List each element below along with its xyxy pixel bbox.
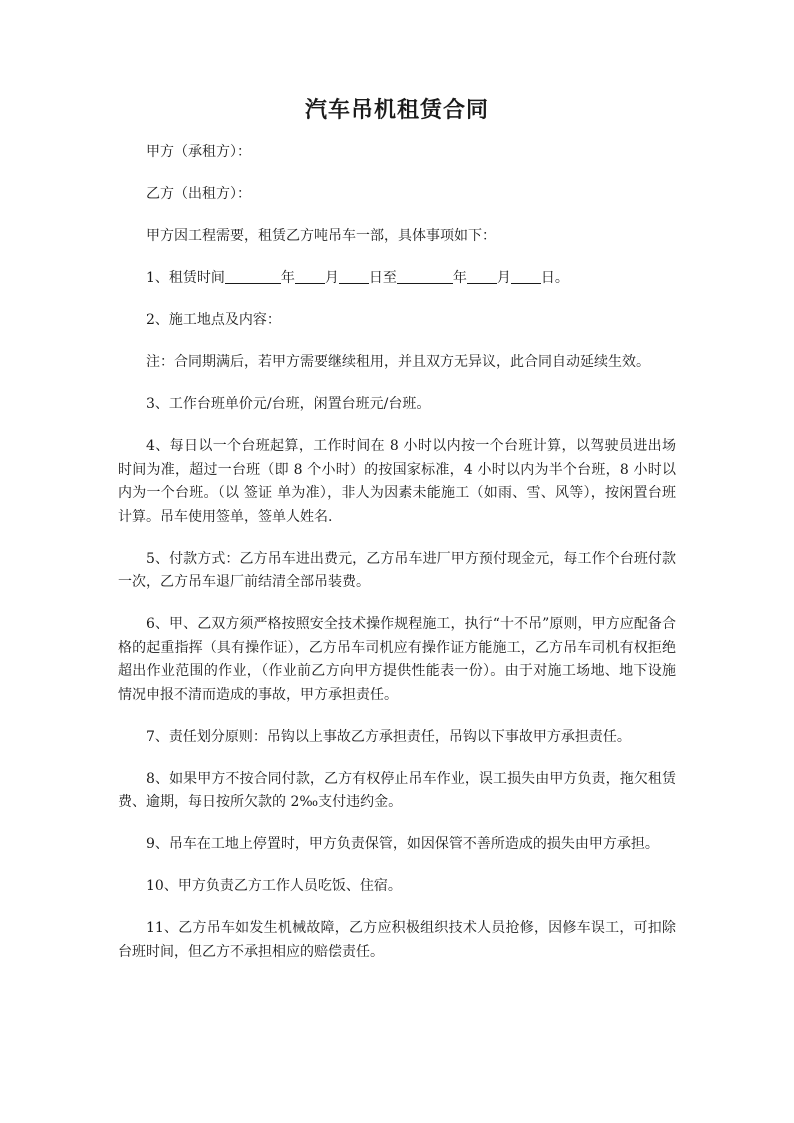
clause-1-rental-period <box>118 267 676 291</box>
document-title: 汽车吊机租赁合同 <box>304 97 489 123</box>
end-month-label: 月 <box>496 270 511 286</box>
end-day-label: 日。 <box>540 270 569 286</box>
end-year-label: 年 <box>452 270 467 286</box>
start-month-blank <box>295 268 325 284</box>
clause-2-site: 2、施工地点及内容： <box>146 312 281 328</box>
note-paragraph: 注：合同期满后，若甲方需要继续租用，并且双方无异议，此合同自动延续生效。 <box>146 354 650 370</box>
end-day-blank <box>511 268 541 284</box>
clause-5-payment: 5、付款方式：乙方吊车进出费元，乙方吊车进厂甲方预付现金元，每工作个台班付款一次，乙方吊车退厂前结清全部吊装费。 <box>118 550 676 590</box>
clause-11-breakdown: 11、乙方吊车如发生机械故障，乙方应积极组织技术人员抢修，因修车误工，可扣除台班时间，但乙方不承担相应的赔偿责任。 <box>118 920 676 960</box>
clause-9-custody: 9、吊车在工地上停置时，甲方负责保管，如因保管不善所造成的损失由甲方承担。 <box>146 836 659 852</box>
clause-4-shift-rules: 4、每日以一个台班起算，工作时间在 8 小时以内按一个台班计算，以驾驶员进出场时间为准，超过一台班（即 8 个小时）的按国家标准，4 小时以内为半个台班，8 小时以内为一个台班。（以 签证 单为准），非人为因素未能施工（如雨、雪、风等），按闲置台班计算。吊车使用签单，签单人姓名. <box>118 438 676 525</box>
start-day-blank <box>339 268 369 284</box>
end-year-blank <box>397 268 453 284</box>
intro-paragraph: 甲方因工程需要，租赁乙方吨吊车一部，具体事项如下： <box>146 228 496 244</box>
end-month-blank <box>467 268 497 284</box>
clause-6-safety: 6、甲、乙双方须严格按照安全技术操作规程施工，执行“十不吊”原则，甲方应配备合格的起重指挥（具有操作证），乙方吊车司机应有操作证方能施工，乙方吊车司机有权拒绝超出作业范围的作业，（作业前乙方向甲方提供性能表一份）。由于对施工场地、地下设施情况申报不清而造成的事故，甲方承担责任。 <box>118 616 676 703</box>
start-month-label: 月 <box>324 270 339 286</box>
start-day-to-label: 日至 <box>368 270 397 286</box>
party-b-line: 乙方（出租方）： <box>146 186 251 202</box>
party-a-line: 甲方（承租方）： <box>146 144 251 160</box>
clause-10-board: 10、甲方负责乙方工作人员吃饭、住宿。 <box>146 878 402 894</box>
clause-8-late-payment: 8、如果甲方不按合同付款，乙方有权停止吊车作业，误工损失由甲方负责，拖欠租赁费、逾期，每日按所欠款的 2‰支付违约金。 <box>118 770 676 810</box>
clause-7-liability: 7、责任划分原则：吊钩以上事故乙方承担责任，吊钩以下事故甲方承担责任。 <box>146 728 631 745</box>
start-year-blank <box>225 268 281 284</box>
start-year-label: 年 <box>280 270 295 286</box>
clause-3-rate: 3、工作台班单价元/台班，闲置台班元/台班。 <box>146 396 431 412</box>
clause-1-prefix: 1、租赁时间 <box>146 270 225 286</box>
